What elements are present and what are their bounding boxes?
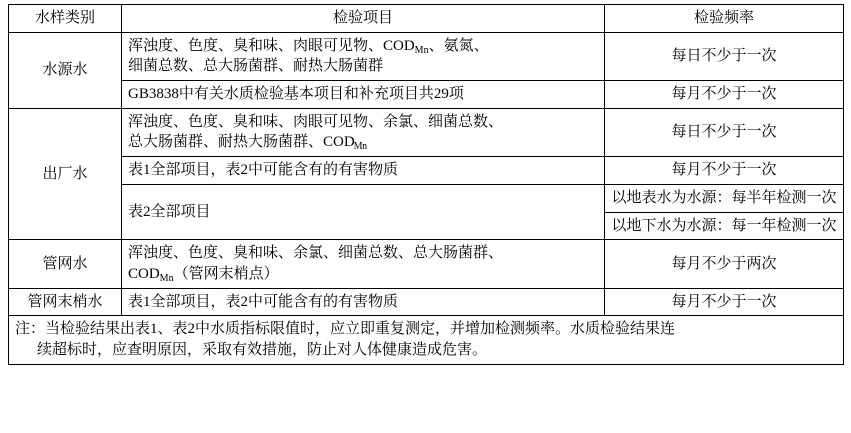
item-subscript: Mn xyxy=(353,141,367,153)
item-text-line2-tail: （管网末梢点） xyxy=(173,265,279,282)
header-inspection-frequency: 检验频率 xyxy=(605,5,844,33)
header-water-sample-category: 水样类别 xyxy=(9,5,122,33)
inspection-items-cell xyxy=(122,240,605,288)
frequency-cell: 每日不少于一次 xyxy=(605,32,844,80)
item-text-line1: 浑浊度、色度、臭和味、肉眼可见物、COD xyxy=(128,37,415,54)
table-row xyxy=(9,157,844,185)
frequency-cell: 每月不少于一次 xyxy=(605,157,844,185)
table-row xyxy=(9,288,844,316)
note-line-1: 注：当检验结果出表1、表2中水质指标限值时，应立即重复测定，并增加检测频率。水质检验结果连 xyxy=(15,321,676,338)
item-text-line1: 浑浊度、色度、臭和味、肉眼可见物、余氯、细菌总数、 xyxy=(128,113,504,130)
table-row xyxy=(9,32,844,80)
item-subscript: Mn xyxy=(159,272,174,284)
item-text-line1-tail: 、氨氮、 xyxy=(428,37,489,54)
item-text-line2: 总大肠菌群、耐热大肠菌群、COD xyxy=(128,134,355,151)
frequency-cell: 每月不少于一次 xyxy=(605,81,844,109)
table-header-row xyxy=(9,5,844,33)
category-source-water: 水源水 xyxy=(9,32,122,108)
inspection-items-cell: 表1全部项目，表2中可能含有的有害物质 xyxy=(122,157,605,185)
item-subscript: Mn xyxy=(414,44,429,56)
water-quality-inspection-table xyxy=(8,4,844,365)
category-pipe-end-water: 管网末梢水 xyxy=(9,288,122,316)
note-line-2: 续超标时，应查明原因，采取有效措施，防止对人体健康造成危害。 xyxy=(37,341,488,358)
inspection-items-cell: 表2全部项目 xyxy=(122,184,605,239)
inspection-items-cell: GB3838中有关水质检验基本项目和补充项目共29项 xyxy=(122,81,605,109)
inspection-items-cell xyxy=(122,32,605,80)
table-row xyxy=(9,240,844,288)
frequency-cell: 每月不少于两次 xyxy=(605,240,844,288)
item-text-line2: 细菌总数、总大肠菌群、耐热大肠菌群 xyxy=(128,58,384,75)
item-text-line1: 浑浊度、色度、臭和味、余氯、细菌总数、总大肠菌群、 xyxy=(128,245,504,262)
frequency-cell: 以地下水为水源：每一年检测一次 xyxy=(605,212,844,240)
category-finished-water: 出厂水 xyxy=(9,108,122,239)
inspection-items-cell: 表1全部项目，表2中可能含有的有害物质 xyxy=(122,288,605,316)
table-note-row xyxy=(9,316,844,364)
frequency-cell: 每月不少于一次 xyxy=(605,288,844,316)
frequency-cell: 每日不少于一次 xyxy=(605,108,844,156)
item-text-line2-pre: COD xyxy=(128,265,160,282)
frequency-cell: 以地表水为水源：每半年检测一次 xyxy=(605,184,844,212)
header-inspection-items: 检验项目 xyxy=(122,5,605,33)
table-row xyxy=(9,81,844,109)
inspection-items-cell xyxy=(122,108,605,156)
table-row xyxy=(9,184,844,212)
table-row xyxy=(9,108,844,156)
category-pipe-network-water: 管网水 xyxy=(9,240,122,288)
table-note xyxy=(9,316,844,364)
